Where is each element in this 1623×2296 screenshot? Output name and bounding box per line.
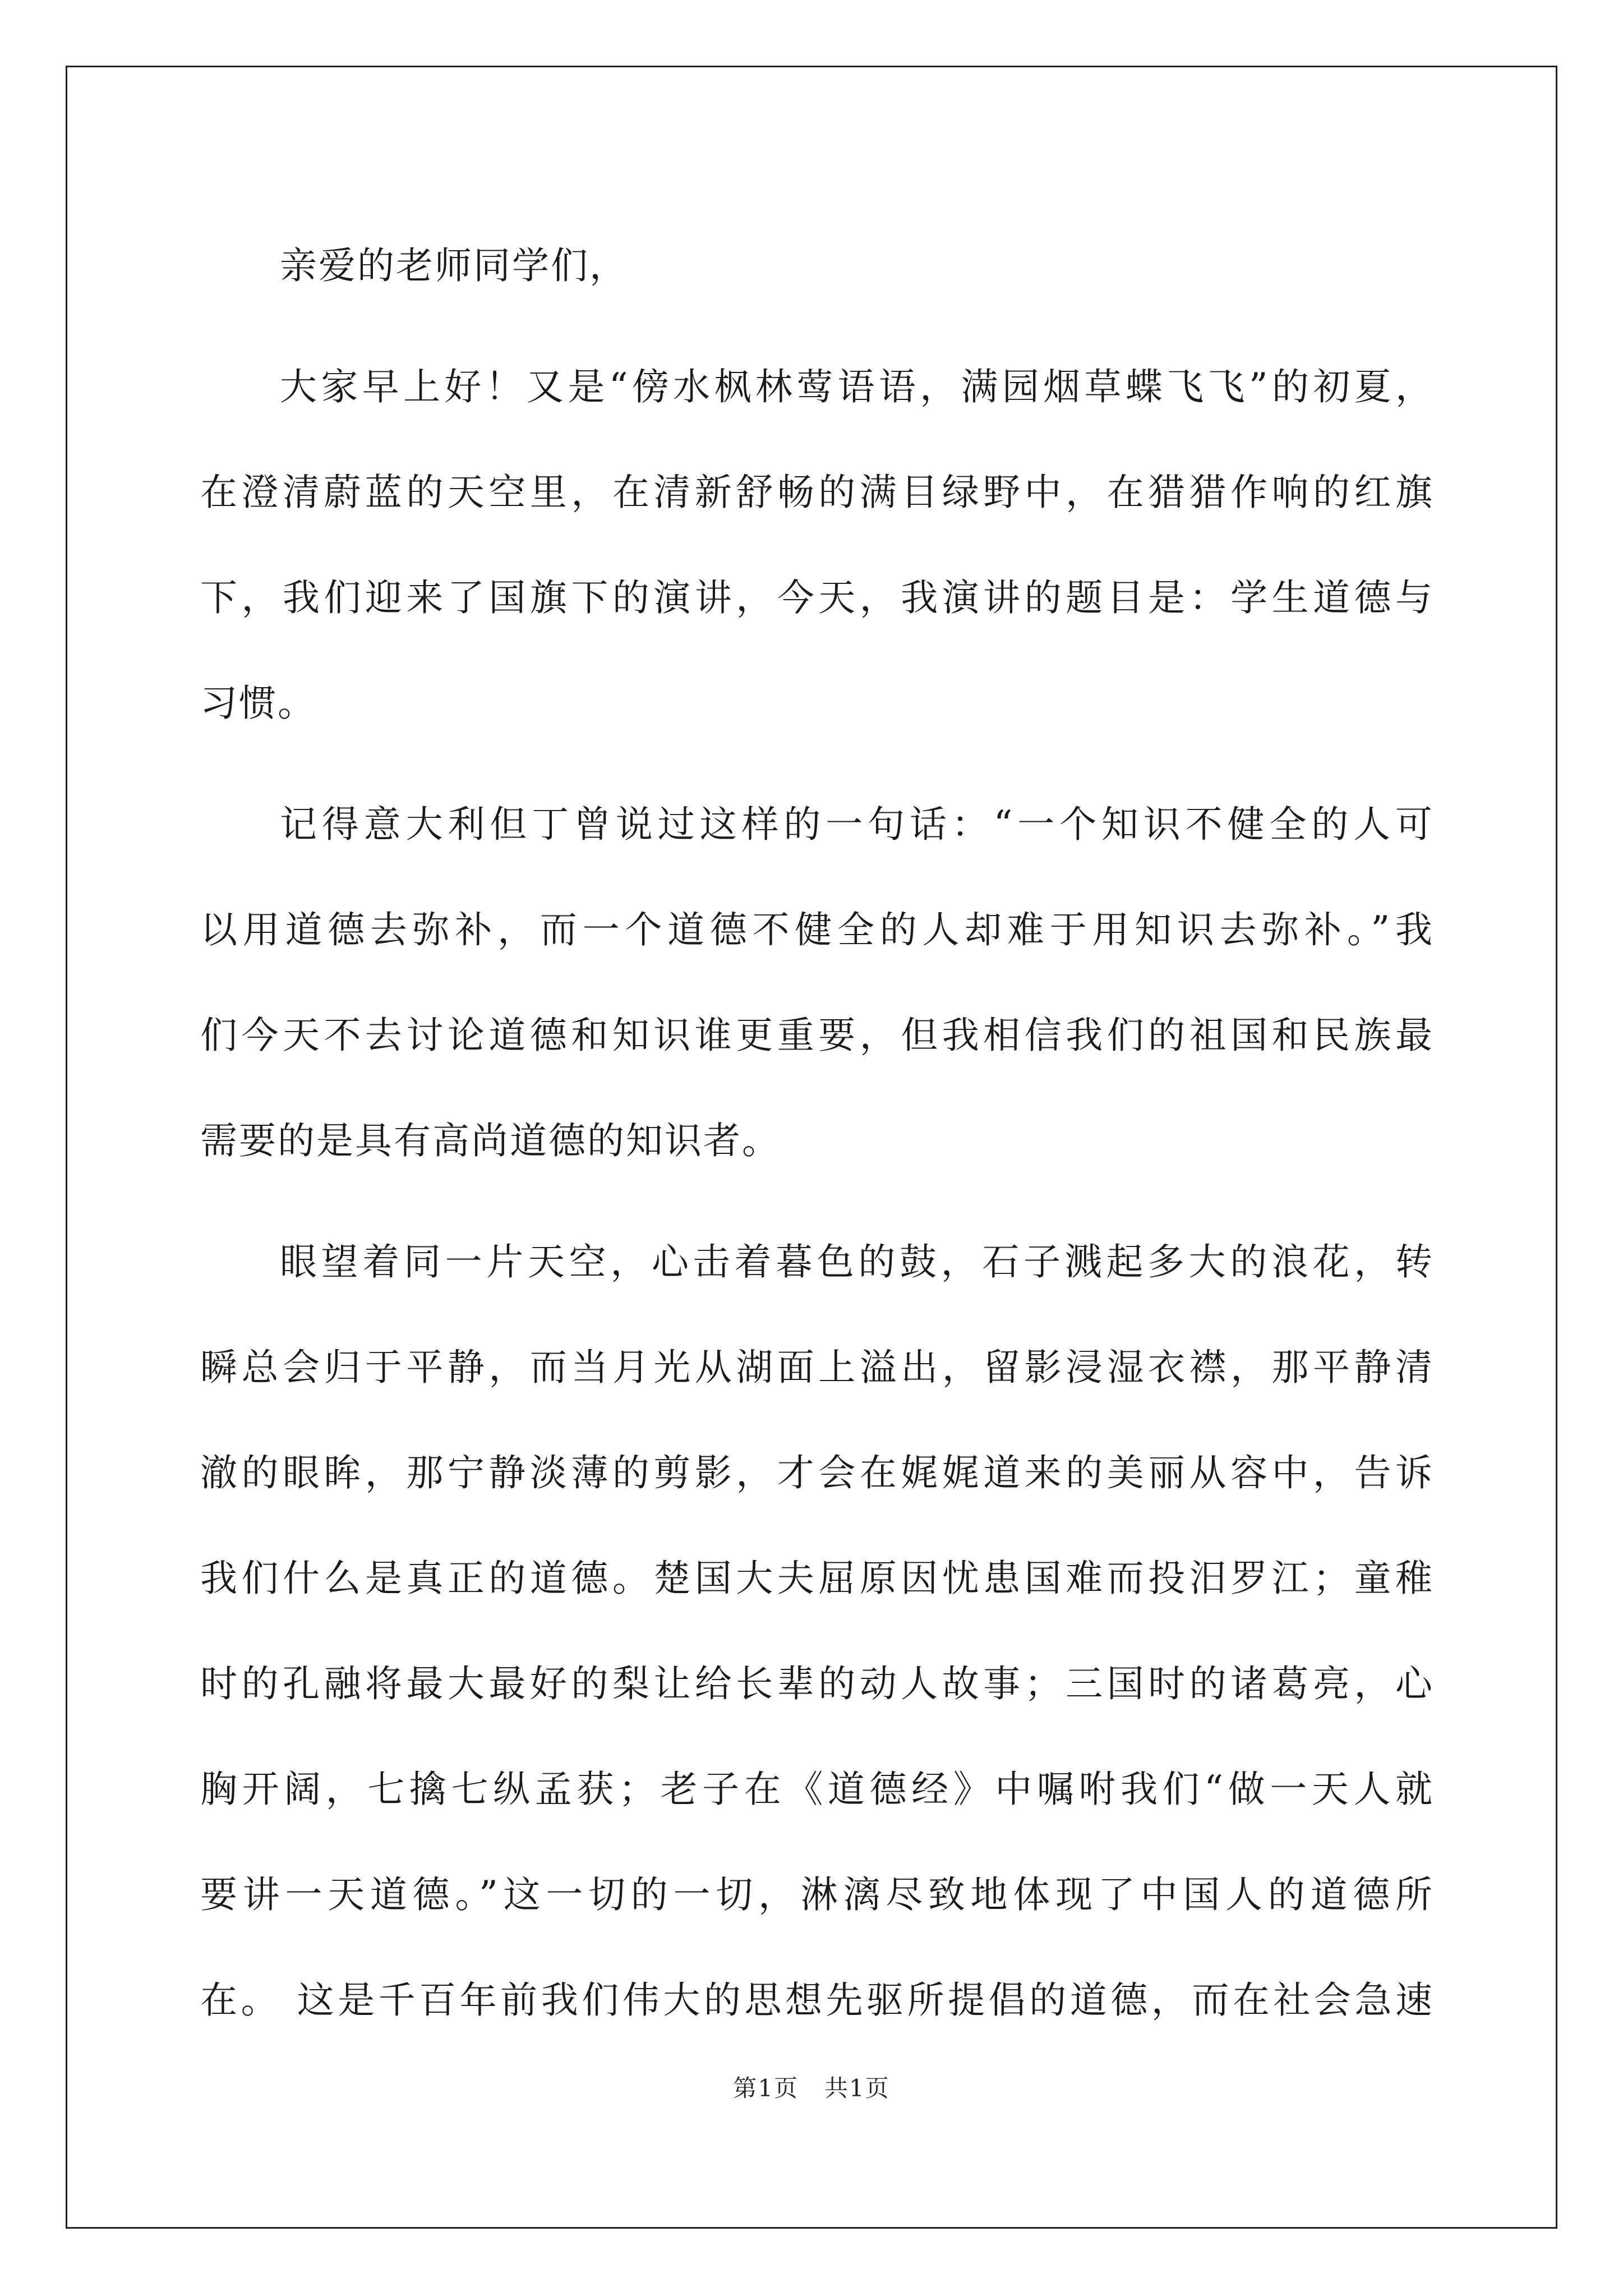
page-total: 共1页 [824, 2074, 890, 2102]
text-line: 在澄清蔚蓝的天空里，在清新舒畅的满目绿野中，在猎猎作响的红旗 [200, 471, 1434, 514]
text-line: 记得意大利但丁曾说过这样的一句话：“一个知识不健全的人可 [280, 803, 1434, 846]
text-line: 们今天不去讨论道德和知识谁更重要，但我相信我们的祖国和民族最 [200, 1014, 1434, 1057]
text-line: 亲爱的老师同学们， [280, 244, 628, 287]
text-line: 时的孔融将最大最好的梨让给长辈的动人故事；三国时的诸葛亮，心 [200, 1662, 1434, 1705]
page-footer [0, 2070, 1623, 2104]
text-line: 我们什么是真正的道德。楚国大夫屈原因忧患国难而投汨罗江；童稚 [200, 1557, 1434, 1600]
text-line: 需要的是具有高尚道德的知识者。 [200, 1119, 781, 1162]
text-line: 瞬总会归于平静，而当月光从湖面上溢出，留影浸湿衣襟，那平静清 [200, 1346, 1434, 1389]
paragraph-greeting [200, 213, 1434, 319]
text-line: 在。 这是千百年前我们伟大的思想先驱所提倡的道德，而在社会急速 [200, 1978, 1434, 2022]
text-line: 要讲一天道德。”这一切的一切，淋漓尽致地体现了中国人的道德所 [200, 1873, 1434, 1916]
text-line: 眼望着同一片天空，心击着暮色的鼓，石子溅起多大的浪花，转 [280, 1240, 1434, 1283]
page-number: 第1页 [733, 2074, 799, 2102]
text-line: 以用道德去弥补，而一个道德不健全的人却难于用知识去弥补。”我 [200, 908, 1434, 951]
text-line: 大家早上好！又是“傍水枫林莺语语，满园烟草蝶飞飞”的初夏， [280, 365, 1434, 408]
text-line: 胸开阔，七擒七纵孟获；老子在《道德经》中嘱咐我们“做一天人就 [200, 1768, 1434, 1811]
text-line: 习惯。 [200, 682, 316, 725]
paragraph-opening [200, 334, 1434, 756]
paragraph-dante-quote [200, 772, 1434, 1194]
paragraph-morality-examples [200, 1209, 1434, 2053]
text-line: 澈的眼眸，那宁静淡薄的剪影，才会在娓娓道来的美丽从容中，告诉 [200, 1451, 1434, 1494]
document-body [200, 213, 1434, 2069]
text-line: 下，我们迎来了国旗下的演讲，今天，我演讲的题目是：学生道德与 [200, 576, 1434, 619]
